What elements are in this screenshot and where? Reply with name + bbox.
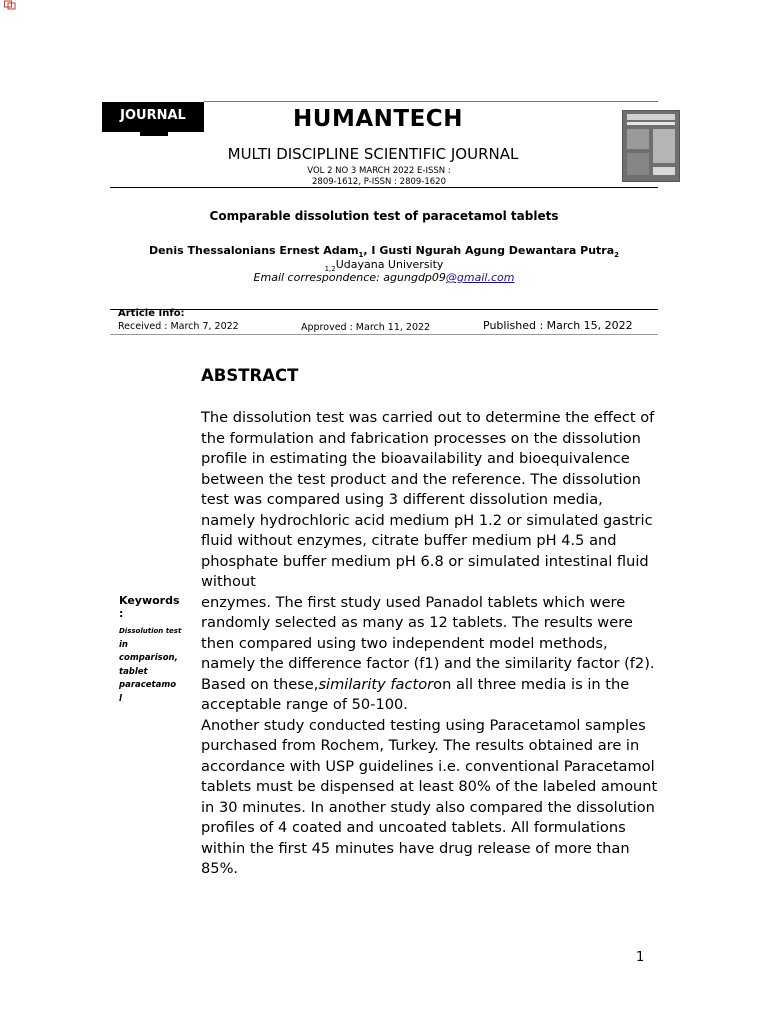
approved-date: Approved : March 11, 2022 [301, 322, 431, 333]
journal-volume-issn: VOL 2 NO 3 MARCH 2022 E-ISSN : 2809-1612, P-ISSN : 2809-1620 [307, 166, 451, 187]
journal-badge: JOURNAL [102, 102, 204, 132]
header-top-rule [204, 101, 658, 102]
email-link[interactable]: @gmail.com [445, 271, 515, 284]
keyword-item: tablet [119, 666, 148, 677]
abstract-paragraph-1: The dissolution test was carried out to determine the effect of the formulation and fabrication processes on the dissolution profile in estimating the bioavailability and bioequivalence between the test product and the reference. The dissolution test was compared using 3 different dissolution media, namely hydrochloric acid medium pH 1.2 or simulated gastric fluid without enzymes, citrate buffer medium pH 4.5 and phosphate buffer medium pH 6.8 or simulated intestinal fluid without enzymes. The first study used Panadol tablets which were randomly selected as many as 12 tablets. The results were then compared using two independent model methods, namely the difference factor (f1) and the similarity factor (f2). Based on these,similarity factoron all three media is in the acceptable range of 50-100. [201, 409, 655, 713]
journal-subtitle: MULTI DISCIPLINE SCIENTIFIC JOURNAL [227, 145, 519, 163]
journal-cover-thumbnail [622, 110, 680, 182]
pdf-link-icon[interactable] [4, 0, 16, 10]
paper-title: Comparable dissolution test of paracetamol tablets [209, 209, 559, 223]
keywords-heading: Keywords : [119, 594, 180, 620]
received-date: Received : March 7, 2022 [118, 321, 239, 332]
keyword-item: l [119, 693, 122, 704]
article-info-top-rule [110, 309, 658, 310]
abstract-heading: ABSTRACT [201, 366, 299, 385]
journal-badge-tab [140, 130, 168, 136]
journal-title: HUMANTECH [293, 106, 463, 132]
keyword-item: paracetamo [119, 680, 177, 690]
article-info-label: Article Info: [118, 308, 185, 319]
abstract-body [201, 408, 659, 880]
keyword-item: in [119, 639, 128, 650]
abstract-paragraph-2: Another study conducted testing using Paracetamol samples purchased from Rochem, Turkey. The results obtained are in accordance with USP guidelines i.e. conventional Paracetamol tablets must be dispensed at least 80% of the labeled amount in 30 minutes. In another study also compared the dissolution profiles of 4 coated and uncoated tablets. All formulations within the first 45 minutes have drug release of more than 85%. [201, 716, 658, 877]
paper-affiliation: $_{1,2}$Udayana University [324, 258, 444, 274]
keywords-list [119, 625, 183, 706]
paper-email: Email correspondence: agungdp09@gmail.com [253, 271, 515, 284]
article-info-bottom-rule [110, 334, 658, 335]
keyword-item: comparison, [119, 653, 178, 663]
published-date: Published : March 15, 2022 [483, 319, 633, 332]
keyword-item: Dissolution test [119, 627, 182, 635]
paper-authors: Denis Thessalonians Ernest Adam$_1$, I Gusti Ngurah Agung Dewantara Putra$_2$ [148, 244, 620, 260]
page-number: 1 [636, 950, 645, 965]
